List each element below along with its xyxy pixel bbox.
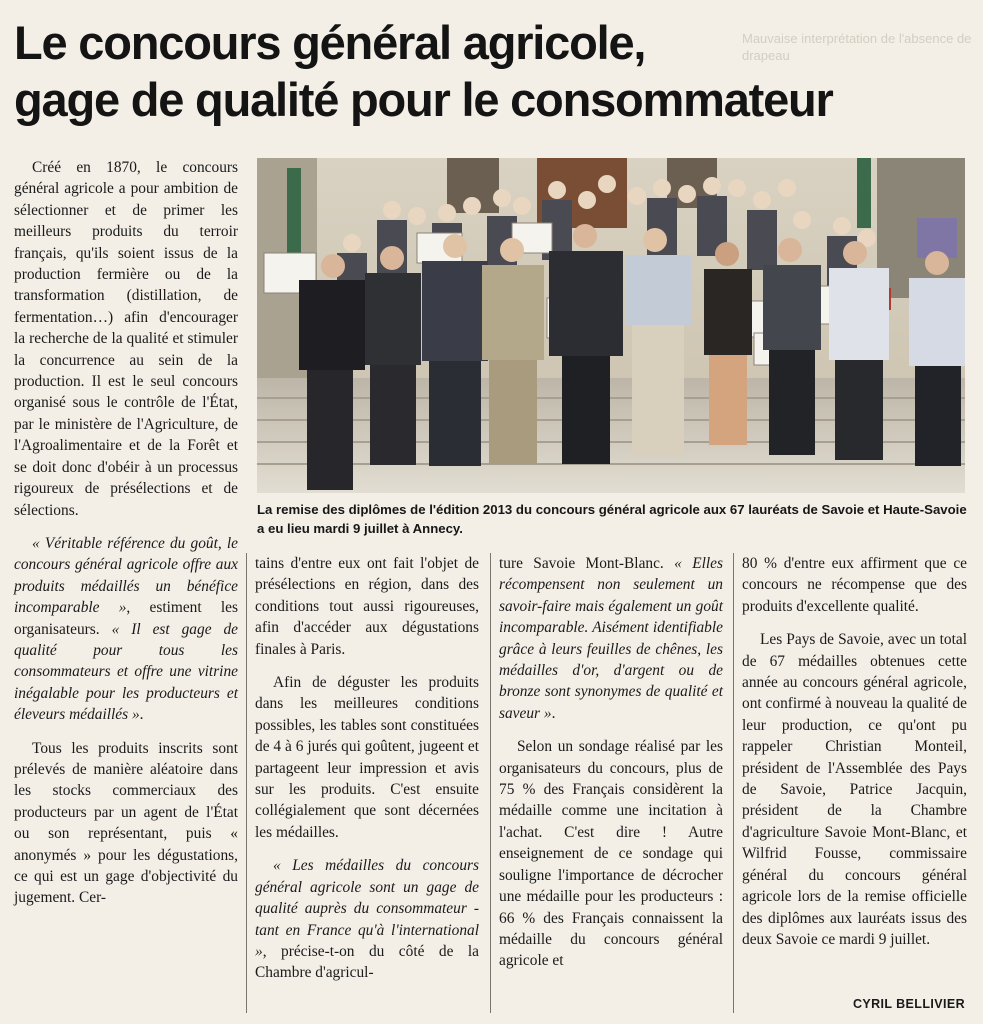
article-paragraph: 80 % d'entre eux affirment que ce concours ne récompense que des produits d'excellente qualité. <box>742 555 967 615</box>
column-rule <box>490 553 491 1013</box>
article-paragraph <box>499 553 723 724</box>
article-quote: « Véritable référence du goût, le concours général agricole offre aux produits médaillés un bénéfice incomparable » <box>14 534 238 617</box>
article-text: ture Savoie Mont-Blanc. <box>499 555 675 572</box>
group-photo <box>257 158 965 493</box>
group-photo-illustration <box>257 158 965 493</box>
article-column-4 <box>742 553 967 962</box>
article-column-3 <box>499 553 723 984</box>
article-quote: « Il est gage de qualité pour tous les consommateurs et offre une vitrine inégalable pour les producteurs et éleveurs médaillés » <box>14 620 238 724</box>
article-column-1 <box>14 157 238 921</box>
article-column-2 <box>255 553 479 996</box>
column-rule <box>733 553 734 1013</box>
article-text: , précise-t-on du côté de la Chambre d'agricul- <box>255 942 479 982</box>
article-paragraph: Tous les produits inscrits sont prélevés de manière aléatoire dans les stocks commerciaux des producteurs par un agent de l'État ou son représentant, puis « anonymés » pour les dégustations, ce qui est un gage d'objectivité du jugement. Cer- <box>14 739 238 907</box>
article-text: , estiment les organisateurs. <box>14 599 238 638</box>
article-paragraph: tains d'entre eux ont fait l'objet de présélections en région, dans des conditions tout aussi rigoureuses, afin d'accéder aux dégustations finales à Paris. <box>255 555 479 658</box>
headline-line-1: Le concours général agricole, <box>14 16 646 69</box>
article-text: . <box>139 706 144 724</box>
article-paragraph: Les Pays de Savoie, avec un total de 67 médailles obtenues cette année au concours général agricole, ont confirmé à nouveau la qualité de leur production, ce qu'ont pu rappeler Christian Monteil, président de l'Assemblée des Pays de Savoie, Patrice Jacquin, président de la Chambre d'agriculture Savoie Mont-Blanc, et Wilfrid Fousse, commissaire général du concours général agricole lors de la remise officielle des diplômes aux lauréats issus des deux Savoie ce mardi 9 juillet. <box>742 631 967 948</box>
article-paragraph <box>14 533 238 726</box>
column-rule <box>246 553 247 1013</box>
article-paragraph: Selon un sondage réalisé par les organisateurs du concours, plus de 75 % des Français considèrent la médaille comme une incitation à l'achat. C'est dire ! Autre enseignement de ce sondage qui souligne l'importance de décrocher une médaille pour les producteurs : 66 % des Français connaissent la médaille du concours général agricole et <box>499 738 723 970</box>
article-paragraph: Afin de déguster les produits dans les meilleures conditions possibles, les tables sont constituées de 4 à 6 jurés qui goûtent, jugeent et partageent leur impression et avis sur les produits. C'est ensuite collégialement que sont décernées les médailles. <box>255 674 479 841</box>
headline-line-2: gage de qualité pour le consommateur <box>14 73 833 126</box>
neighbor-article-snippet: Mauvaise interprétation de l'absence de drapeau <box>742 31 972 63</box>
article-paragraph <box>255 855 479 983</box>
byline: CYRIL BELLIVIER <box>852 997 965 1011</box>
article-quote: « Les médailles du concours général agricole sont un gage de qualité auprès du consommateur -tant en France qu'à l'international » <box>255 857 479 960</box>
article-text: . <box>551 704 556 722</box>
photo-caption: La remise des diplômes de l'édition 2013 du concours général agricole aux 67 lauréats de Savoie et Haute-Savoie a eu lieu mardi 9 juillet à Annecy. <box>257 502 967 536</box>
article-paragraph: Créé en 1870, le concours général agricole a pour ambition de sélectionner et de primer les meilleurs produits du terroir français, qu'ils soient issus de la production fermière ou de la transformation (distillation, de fermentation…) afin d'encourager la recherche de la qualité et stimuler la concurrence au sein de la production. Il est le seul concours organisé sous le contrôle de l'État, par le ministère de l'Agriculture, de l'Agroalimentaire et de la Forêt et se doit donc d'obéir à un processus rigoureux de présélections et de sélections. <box>14 159 238 519</box>
article-quote: « Elles récompensent non seulement un savoir-faire mais également un goût incomparable. Aisément identifiable grâce à leurs feuilles de chênes, les médailles d'or, d'argent ou de bronze sont synonymes de qualité et saveur » <box>499 555 723 722</box>
